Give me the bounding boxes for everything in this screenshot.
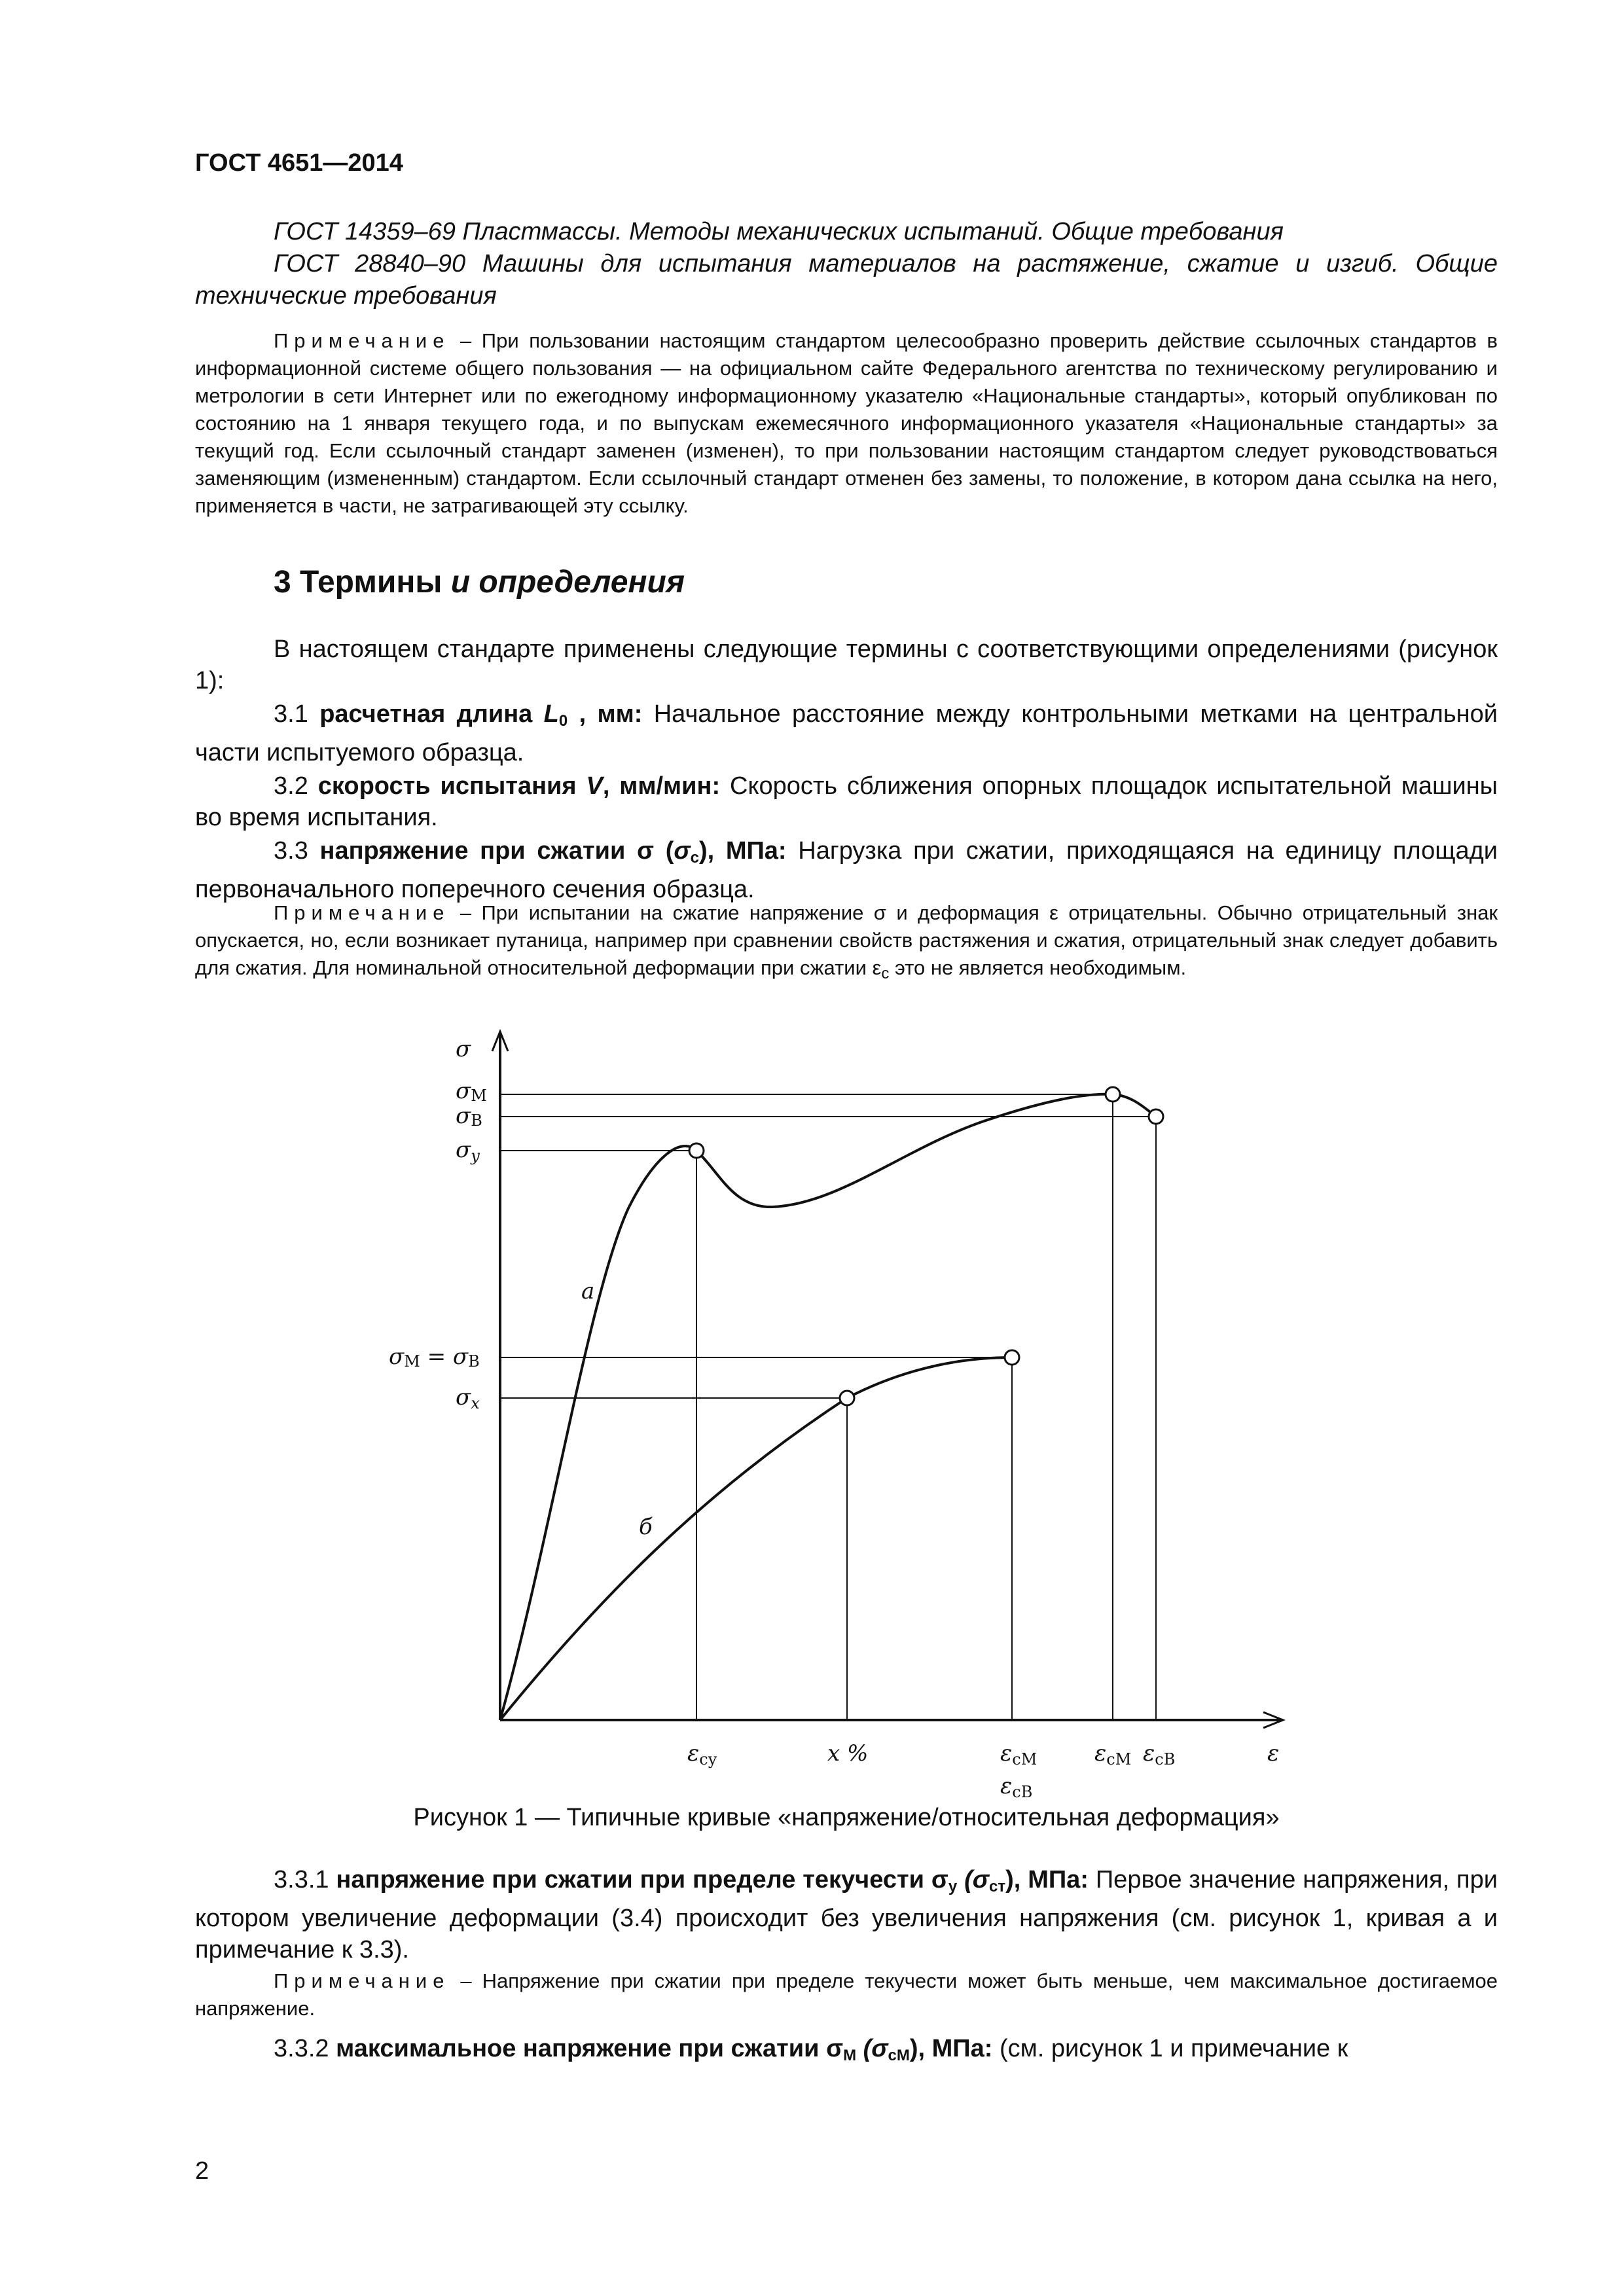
label-ecy: εcy	[687, 1740, 717, 1768]
section-3-3-1: 3.3.1 напряжение при сжатии при пределе текучести $\sigma_y$ $(\sigma_{cт})$, МПа: Первое значение напряжения, при котором увеличение деформации (3.4) происходит без увеличения напряжения (см. рисунок 1, кривая а и примечание к 3.3).	[195, 1866, 1498, 1964]
point-x-b	[840, 1391, 854, 1405]
label-ecb-a: εcB	[1143, 1740, 1176, 1768]
curve-a	[500, 1094, 1156, 1720]
x-axis-label: ε	[1267, 1740, 1280, 1767]
reference-item: ГОСТ 14359–69 Пластмассы. Методы механических испытаний. Общие требования	[274, 218, 1284, 245]
document-header: ГОСТ 4651—2014	[195, 149, 403, 177]
note-label: Примечание	[274, 901, 450, 924]
point-break-a	[1149, 1109, 1163, 1124]
section-3-body	[195, 634, 1498, 905]
curve-b-label: б	[639, 1514, 653, 1540]
section-heading: 3 Термины и определения	[274, 565, 685, 600]
point-max-a	[1106, 1087, 1120, 1102]
point-yield-a	[689, 1143, 704, 1158]
label-x-percent: x %	[827, 1740, 869, 1767]
y-axis-label: σ	[456, 1036, 471, 1062]
references-list	[195, 216, 1498, 312]
reference-item: ГОСТ 28840–90 Машины для испытания материалов на растяжение, сжатие и изгиб. Общие технические требования	[195, 250, 1498, 310]
note-text: – Напряжение при сжатии при пределе текучести может быть меньше, чем максимальное достигаемое напряжение.	[195, 1969, 1498, 2020]
label-ecb-b: εcB	[1000, 1773, 1033, 1801]
label-sigma-x: σx	[456, 1384, 480, 1412]
page-number: 2	[195, 2157, 209, 2185]
label-sigma-mb: σM = σB	[389, 1344, 480, 1371]
note-references	[195, 327, 1498, 520]
section-3-3-2: 3.3.2 максимальное напряжение при сжатии $\sigma_M$ $(\sigma_{cM})$, МПа: (см. рисунок 1 и примечание к	[274, 2035, 1348, 2064]
section-intro: В настоящем стандарте применены следующие термины с соответствующими определениями (рисунок 1):	[195, 636, 1498, 694]
label-sigma-y: σy	[456, 1137, 480, 1165]
note-compression: Примечание – При испытании на сжатие напряжение σ и деформация ε отрицательны. Обычно отрицательный знак опускается, но, если возникает путаница, например при сравнении свойств растяжения и сжатия, отрицательный знак следует добавить для сжатия. Для номинальной относительной деформации при сжатии $\varepsilon_c$ это не является необходимым.	[195, 901, 1498, 982]
curve-b	[500, 1357, 1012, 1720]
term-3-3: 3.3 напряжение при сжатии σ $(\sigma_c)$, МПа: Нагрузка при сжатии, приходящаяся на единицу площади первоначального поперечного сечения образца.	[195, 837, 1498, 903]
note-yield	[195, 1967, 1498, 2022]
note-text: – При пользовании настоящим стандартом целесообразно проверить действие ссылочных стандартов в информационной системе общего пользования — на официальном сайте Федерального агентства по техническому регулированию и метрологии в сети Интернет или по ежегодному информационному указателю «Национальные стандарты», который опубликован по состоянию на 1 января текущего года, и по выпускам ежемесячного информационного указателя «Национальные стандарты» за текущий год. Если ссылочный стандарт заменен (изменен), то при пользовании настоящим стандартом следует руководствоваться заменяющим (измененным) стандартом. Если ссылочный стандарт отменен без замены, то положение, в котором дана ссылка на него, применяется в части, не затрагивающей эту ссылку.	[195, 329, 1498, 517]
note-text: – При испытании на сжатие напряжение σ и деформация ε отрицательны. Обычно отрицательный знак опускается, но, если возникает путаница, например при сравнении свойств растяжения и сжатия, отрицательный знак следует добавить для сжатия. Для номинальной относительной деформации при сжатии ε	[195, 901, 1498, 979]
label-sigma-m: σM	[456, 1078, 487, 1105]
label-ecm-b: εcM	[1000, 1740, 1038, 1768]
label-ecm-a: εcM	[1094, 1740, 1132, 1768]
term-3-1: 3.1 расчетная длина $L_0$ , мм: Начальное расстояние между контрольными метками на центральной части испытуемого образца.	[195, 700, 1498, 766]
curve-a-label: а	[581, 1278, 595, 1304]
point-break-b	[1005, 1350, 1019, 1365]
stress-strain-figure	[353, 1018, 1322, 1804]
note-label: Примечание	[274, 1969, 450, 1992]
note-label: Примечание	[274, 329, 450, 352]
term-3-2: 3.2 скорость испытания V, мм/мин: Скорость сближения опорных площадок испытательной машины во время испытания.	[195, 772, 1498, 831]
label-sigma-b: σB	[456, 1103, 482, 1130]
figure-caption: Рисунок 1 — Типичные кривые «напряжение/относительная деформация»	[413, 1804, 1280, 1831]
